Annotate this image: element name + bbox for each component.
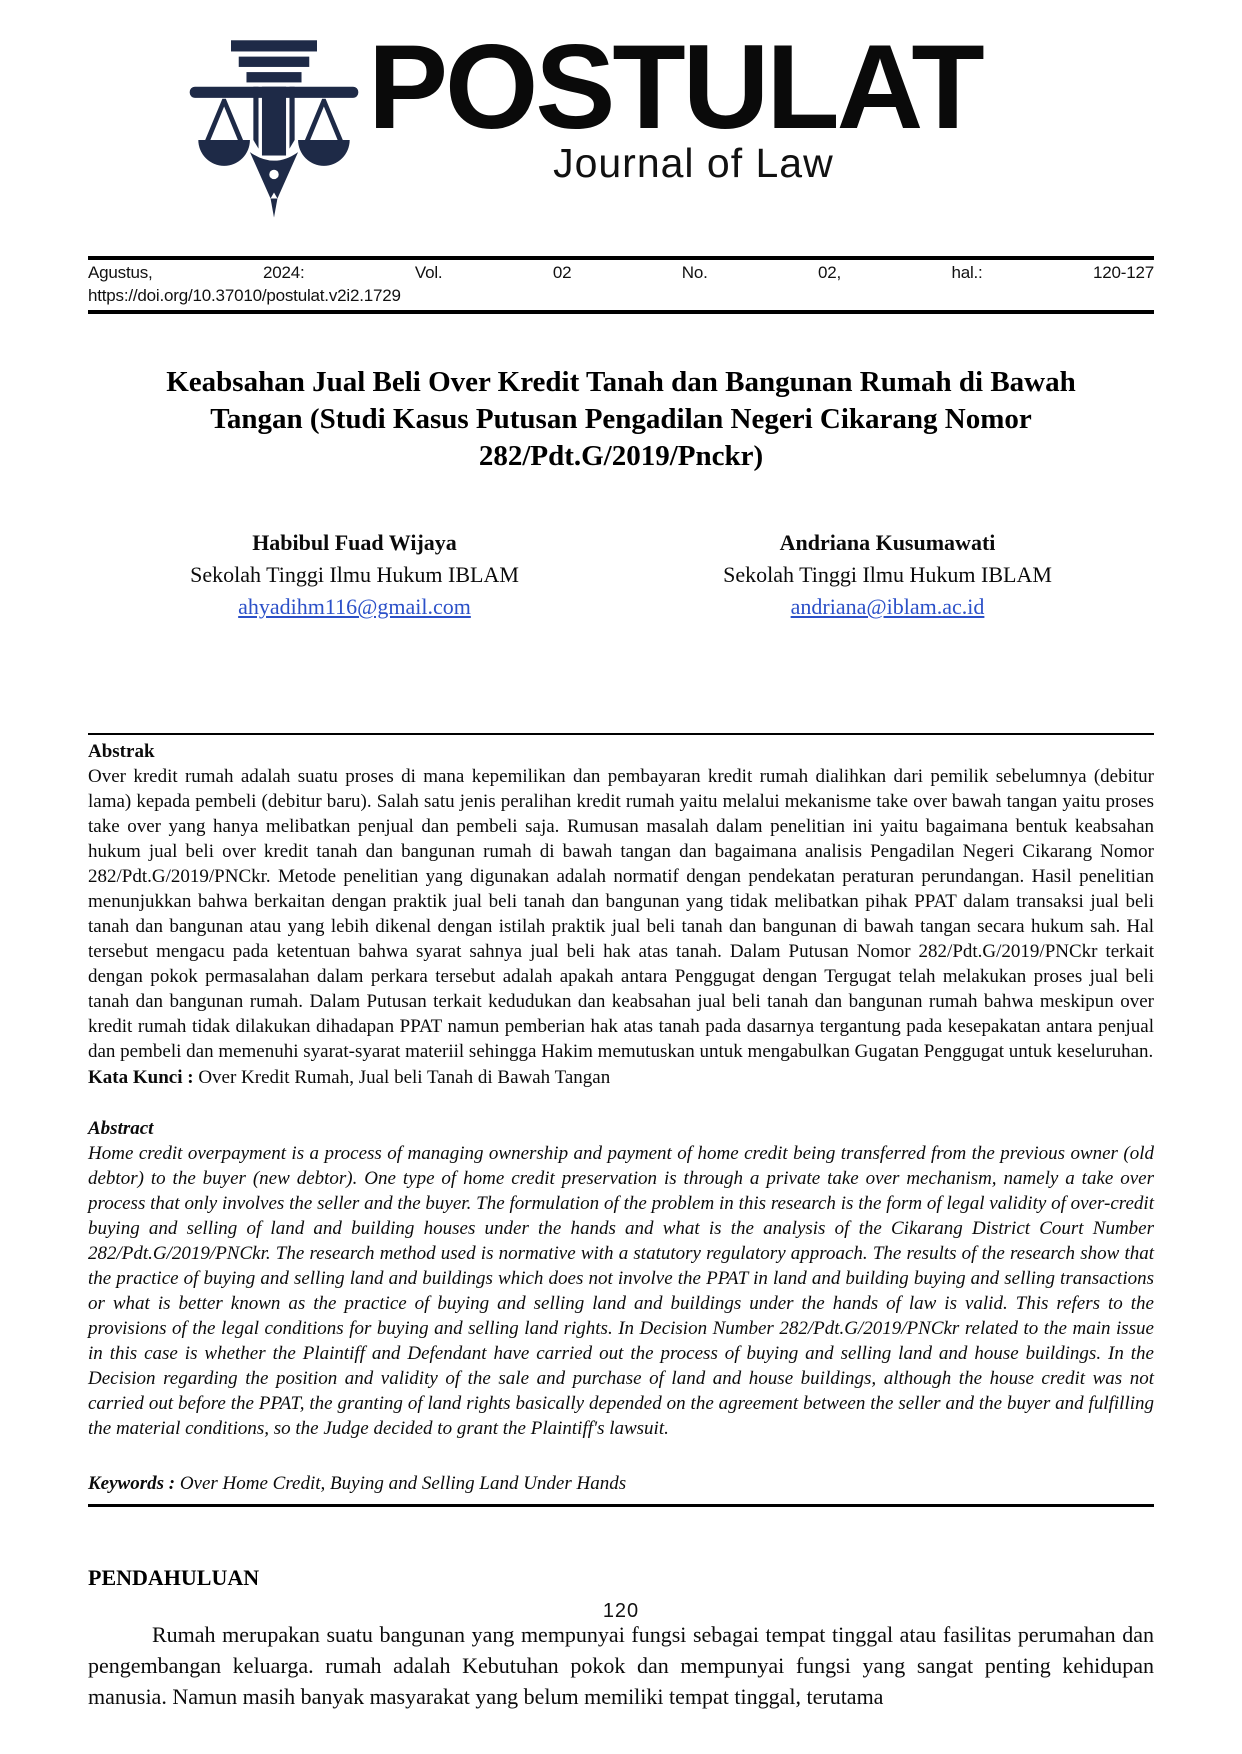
abstract-en-section [88,1116,1154,1441]
email-link[interactable]: ahyadihm116@gmail.com [238,594,471,620]
abstract-body: Home credit overpayment is a process of managing ownership and payment of home credit being transferred from the previous owner (old debtor) to the buyer (new debtor). One type of home credit preservation is through a private take over mechanism, namely a take over process that only involves the seller and the buyer. The formulation of the problem in this research is the form of legal validity of over-credit buying and selling of land and building houses under the hands and what is the analysis of the Cikarang District Court Number 282/Pdt.G/2019/PNCkr. The research method used is normative with a statutory regulatory approach. The results of the research show that the practice of buying and selling land and buildings which does not involve the PPAT in land and building buying and selling transactions or what is better known as the practice of buying and selling land and buildings under the hands of law is valid. This refers to the provisions of the legal conditions for buying and selling land rights. In Decision Number 282/Pdt.G/2019/PNCkr related to the main issue in this case is whether the Plaintiff and Defendant have carried out the process of buying and selling land and house buildings. In the Decision regarding the position and validity of the sale and purchase of land and house buildings, although the house credit was not carried out before the PPAT, the granting of land rights basically depended on the agreement between the seller and the buyer and fulfilling the material conditions, so the Judge decided to grant the Plaintiff's lawsuit. [88,1143,1154,1440]
journal-subtitle: Journal of Law [553,140,834,187]
citation-hal-label: hal.: [951,263,983,282]
keywords-value: Over Home Credit, Buying and Selling Land Under Hands [179,1473,627,1495]
page-number: 120 [602,1600,640,1622]
citation-month: Agustus, [88,263,153,282]
author-block-1 [88,527,621,623]
kata-kunci-label: Kata Kunci : [88,1067,194,1089]
author-block-2 [621,527,1154,623]
abstrak-body: Over kredit rumah adalah suatu proses di mana kepemilikan dan pembayaran kredit rumah dialihkan dari pemilik sebelumnya (debitur lama) kepada pembeli (debitur baru). Salah satu jenis peralihan kredit rumah yaitu melalui mekanisme take over bawah tangan yaitu proses take over yang hanya melibatkan penjual dan pembeli saja. Rumusan masalah dalam penelitian ini yaitu bagaimana bentuk keabsahan hukum jual beli over kredit tanah dan bangunan rumah di bawah tangan dan bagaimana analisis Pengadilan Negeri Cikarang Nomor 282/Pdt.G/2019/PNCkr. Metode penelitian yang digunakan adalah normatif dengan pendekatan peraturan perundangan. Hasil penelitian menunjukkan bahwa berkaitan dengan praktik jual beli tanah dan bangunan yang tidak melibatkan pihak PPAT dalam transaksi jual beli tanah dan bangunan atau yang lebih dikenal dengan istilah praktik jual beli tanah dan bangunan di bawah tangan secara hukum sah. Hal tersebut mengacu pada ketentuan bahwa syarat sahnya jual beli hak atas tanah. Dalam Putusan Nomor 282/Pdt.G/2019/PNCkr terkait dengan pokok permasalahan dalam perkara tersebut adalah apakah antara Penggugat dengan Tergugat telah melakukan proses jual beli tanah dan bangunan rumah. Dalam Putusan terkait kedudukan dan keabsahan jual beli tanah dan bangunan rumah bahwa meskipun over kredit rumah tidak dilakukan dihadapan PPAT namun pemberian hak atas tanah pada dasarnya tergantung pada kesepakatan antara penjual dan pembeli dan memenuhi syarat-syarat materiil sehingga Hakim memutuskan untuk mengabulkan Gugatan Penggugat untuk keseluruhan. [88,766,1154,1063]
abstract-section [88,733,1154,1507]
author-name: Andriana Kusumawati [779,530,996,556]
citation-pages: 120-127 [1092,263,1154,282]
author-name: Habibul Fuad Wijaya [252,530,457,556]
keywords-label: Keywords : [88,1473,176,1495]
citation-no: 02, [818,263,842,282]
author-affiliation: Sekolah Tinggi Ilmu Hukum IBLAM [723,562,1052,588]
citation-line [88,262,1154,285]
journal-name: POSTULAT [368,20,982,154]
abstrak-heading: Abstrak [88,741,155,763]
journal-logo-text [368,20,982,187]
abstract-heading: Abstract [88,1118,154,1140]
article-title: Keabsahan Jual Beli Over Kredit Tanah dan Bangunan Rumah di Bawah Tangan (Studi Kasus Putusan Pengadilan Negeri Cikarang Nomor 282/Pdt.G/2019/Pnckr) [166,366,1076,473]
keywords-line [88,1471,1154,1507]
author-affiliation: Sekolah Tinggi Ilmu Hukum IBLAM [190,562,519,588]
kata-kunci-line [88,1065,1154,1090]
email-link[interactable]: andriana@iblam.ac.id [790,594,985,620]
citation-no-label: No. [681,263,708,282]
body-paragraph: Rumah merupakan suatu bangunan yang mempunyai fungsi sebagai tempat tinggal atau fasilitas perumahan dan pengembangan keluarga. rumah adalah Kebutuhan pokok dan mempunyai fungsi yang sangat penting kehidupan manusia. Namun masih banyak masyarakat yang belum memiliki tempat tinggal, terutama [88,1622,1154,1710]
doi-link: https://doi.org/10.37010/postulat.v2i2.1729 [88,285,401,305]
author-email [621,591,1154,623]
citation-year: 2024: [262,263,305,282]
justice-scale-pen-icon [188,30,360,226]
citation-vol: 02 [552,263,572,282]
authors-row [88,527,1154,623]
citation-strip [88,256,1154,314]
author-email [88,591,621,623]
journal-masthead [188,20,1154,226]
kata-kunci-value: Over Kredit Rumah, Jual beli Tanah di Bawah Tangan [198,1067,611,1089]
section-heading-pendahuluan: PENDAHULUAN [88,1565,260,1591]
citation-vol-label: Vol. [414,263,443,282]
